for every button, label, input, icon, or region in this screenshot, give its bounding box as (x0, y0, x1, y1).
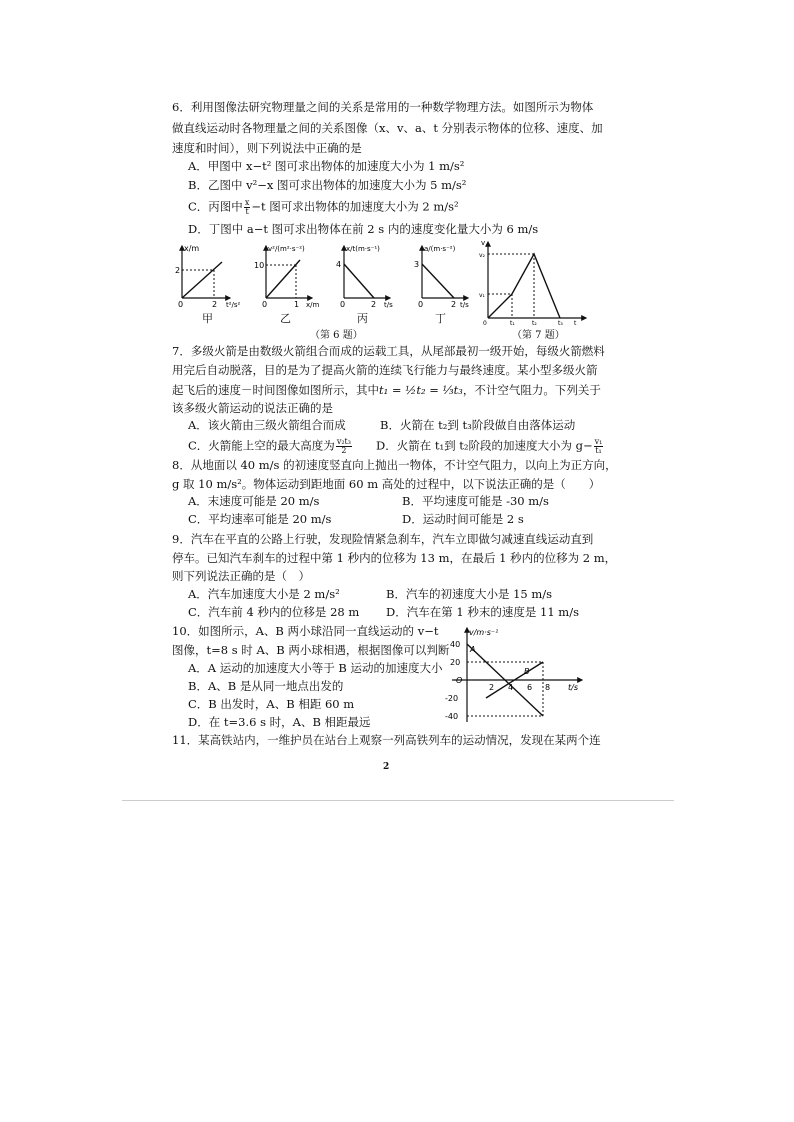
q6-caption: （第 6 题） (310, 330, 363, 341)
graph-jia-origin: 0 (178, 300, 184, 309)
q8-stem-line2: g 取 10 m/s²。物体运动到距地面 60 m 高处的过程中，以下说法正确的是（ ） (172, 477, 601, 491)
fig7-t2: t₂ (532, 320, 537, 326)
fig7-v1: v₁ (479, 292, 485, 299)
q9-stem-line3: 则下列说法正确的是（ ） (172, 569, 310, 583)
q10-ytick-20: 20 (450, 658, 461, 667)
q10-option-d: D．在 t=3.6 s 时，A、B 相距最远 (188, 715, 371, 729)
q6-option-d: D．丁图中 a−t 图可求出物体在前 2 s 内的速度变化量大小为 6 m/s (188, 222, 539, 236)
graph-bing-ylabel: x/t(m·s⁻¹) (346, 245, 380, 253)
q9-option-a: A．汽车加速度大小是 2 m/s² (188, 587, 340, 601)
q9-stem-line1: 9．汽车在平直的公路上行驶，发现险情紧急刹车，汽车立即做匀减速直线运动直到 (172, 532, 594, 546)
q10-xtick-6: 6 (527, 683, 533, 692)
fig7-caption: （第 7 题） (512, 330, 565, 341)
graph-jia (175, 244, 241, 309)
graph-jia-xlabel: t²/s² (226, 301, 241, 309)
graph-yi (254, 245, 320, 309)
graph-bing-name: 丙 (357, 312, 368, 325)
q6-option-b: B．乙图中 v²−x 图可求出物体的加速度大小为 5 m/s² (188, 178, 467, 192)
graph-ding-origin: 0 (418, 300, 424, 309)
q10-ytick-40: 40 (450, 640, 461, 649)
graph-yi-ytick: 10 (254, 261, 265, 270)
q7-time-relation: t₁ = ½t₂ = ⅓t₃ (379, 383, 463, 397)
q8-option-b: B．平均速度可能是 -30 m/s (402, 494, 549, 508)
graph-yi-name: 乙 (280, 312, 291, 325)
q10-origin: O (456, 676, 463, 685)
q7-option-a: A．该火箭由三级火箭组合而成 (188, 418, 346, 432)
graph-bing-origin: 0 (340, 300, 346, 309)
q7-option-b: B．火箭在 t₂到 t₃阶段做自由落体运动 (380, 418, 576, 432)
graph-ding-xtick: 2 (451, 300, 457, 309)
q7-option-c-fraction: $\frac{\text{v₂t₃}}{2}$ (336, 437, 351, 455)
q8-option-a: A．末速度可能是 20 m/s (188, 494, 320, 508)
graph-ding (414, 245, 469, 309)
q8-option-c: C．平均速率可能是 20 m/s (188, 512, 332, 526)
q10-vt-graph (442, 624, 592, 726)
fig7-origin: 0 (483, 320, 487, 326)
fig7-v2: v₂ (479, 252, 485, 259)
q9-option-d: D．汽车在第 1 秒末的速度是 11 m/s (386, 605, 579, 619)
q6-stem-line3: 速度和时间），则下列说法中正确的是 (172, 141, 362, 155)
q6-graphs (170, 240, 470, 320)
q10-stem-line2: 图像，t=8 s 时 A、B 两小球相遇，根据图像可以判断 (172, 643, 450, 657)
graph-yi-line (266, 260, 300, 298)
graph-jia-name: 甲 (202, 312, 213, 325)
q9-option-c: C．汽车前 4 秒内的位移是 28 m (188, 605, 360, 619)
q6-option-a: A．甲图中 x−t² 图可求出物体的加速度大小为 1 m/s² (188, 159, 465, 173)
graph-jia-ylabel: x/m (184, 244, 200, 253)
q10-xtick-2: 2 (489, 683, 495, 692)
q6-stem-line2: 做直线运动时各物理量之间的关系图像（x、v、a、t 分别表示物体的位移、速度、加 (172, 121, 603, 135)
graph-ding-line (422, 264, 454, 298)
graph-yi-origin: 0 (262, 300, 268, 309)
q10-option-b: B．A、B 是从同一地点出发的 (188, 679, 344, 693)
graph-ding-xlabel: t/s (460, 301, 469, 309)
q10-label-b: B (524, 667, 530, 676)
q7-stem-line2: 用完后自动脱落，目的是为了提高火箭的连续飞行能力与最终速度。某小型多级火箭 (172, 363, 598, 377)
graph-bing (336, 245, 393, 309)
q8-option-d: D．运动时间可能是 2 s (402, 512, 524, 526)
graph-yi-xlabel: x/m (306, 301, 320, 309)
q10-ylabel: v/m·s⁻¹ (469, 628, 499, 637)
fig7-ylabel: v (481, 239, 486, 247)
fig7-graph (478, 236, 590, 326)
q10-xtick-4: 4 (508, 683, 514, 692)
q10-label-a: A (470, 645, 476, 654)
q6-stem-line1: 6．利用图像法研究物理量之间的关系是常用的一种数学物理方法。如图所示为物体 (172, 100, 594, 114)
graph-bing-xtick: 2 (371, 300, 377, 309)
q10-xlabel: t/s (568, 683, 578, 692)
page-bottom-divider (122, 800, 674, 801)
graph-jia-ytick: 2 (175, 266, 181, 275)
fig7-t1: t₁ (510, 320, 515, 326)
graph-jia-line (182, 262, 222, 298)
q7-stem-line4: 该多级火箭运动的说法正确的是 (172, 401, 333, 415)
q10-xtick-8: 8 (545, 683, 551, 692)
graph-ding-name: 丁 (435, 312, 446, 325)
q6-option-c: C．丙图中 $\frac{x}{t}$ −t 图可求出物体的加速度大小为 2 m/s² (188, 198, 459, 216)
q8-stem-line1: 8．从地面以 40 m/s 的初速度竖直向上抛出一物体，不计空气阻力，以向上为正方向， (172, 458, 617, 472)
graph-ding-ytick: 3 (414, 260, 420, 269)
q9-stem-line2: 停车。已知汽车刹车的过程中第 1 秒内的位移为 13 m，在最后 1 秒内的位移为 2 m， (172, 551, 617, 565)
q7-stem-line1: 7．多级火箭是由数级火箭组合而成的运载工具，从尾部最初一级开始，每级火箭燃料 (172, 344, 605, 358)
q10-option-a: A．A 运动的加速度大小等于 B 运动的加速度大小 (188, 661, 443, 675)
page-number: 2 (383, 762, 390, 772)
graph-ding-ylabel: a/(m·s⁻²) (424, 245, 456, 253)
q10-ytick-neg40: -40 (445, 712, 459, 721)
graph-bing-xlabel: t/s (384, 301, 393, 309)
q7-stem-line3: 起飞后的速度－时间图像如图所示，其中t₁ = ½t₂ = ⅓t₃，不计空气阻力。下列关于 (172, 383, 601, 397)
graph-bing-ytick: 4 (336, 260, 342, 269)
graph-bing-line (344, 264, 374, 298)
q7-option-d-fraction: $\frac{\text{v₁}}{\text{t₁}}$ (594, 437, 603, 455)
q11-stem-line1: 11．某高铁站内，一维护员在站台上观察一列高铁列车的运动情况，发现在某两个连 (172, 733, 601, 747)
graph-yi-xtick: 1 (294, 300, 300, 309)
graph-yi-ylabel: v²/(m²·s⁻²) (268, 245, 305, 253)
q6-option-c-fraction: $\frac{x}{t}$ (244, 198, 250, 216)
q10-option-c: C．B 出发时，A、B 相距 60 m (188, 697, 355, 711)
fig7-t3: t₃ (558, 320, 563, 326)
q10-ytick-neg20: -20 (445, 694, 459, 703)
graph-jia-xtick: 2 (212, 300, 218, 309)
q7-option-c: C．火箭能上空的最大高度为 $\frac{\text{v₂t₃}}{2}$ (188, 437, 351, 455)
fig7-t: t (574, 320, 577, 326)
q10-stem-line1: 10．如图所示，A、B 两小球沿同一直线运动的 v−t (172, 624, 439, 638)
q7-option-d: D．火箭在 t₁到 t₂阶段的加速度大小为 g− $\frac{\text{v₁}}{\text{t₁}}$ (376, 437, 603, 455)
fig7-velocity-line (488, 254, 560, 318)
q9-option-b: B．汽车的初速度大小是 15 m/s (386, 587, 553, 601)
